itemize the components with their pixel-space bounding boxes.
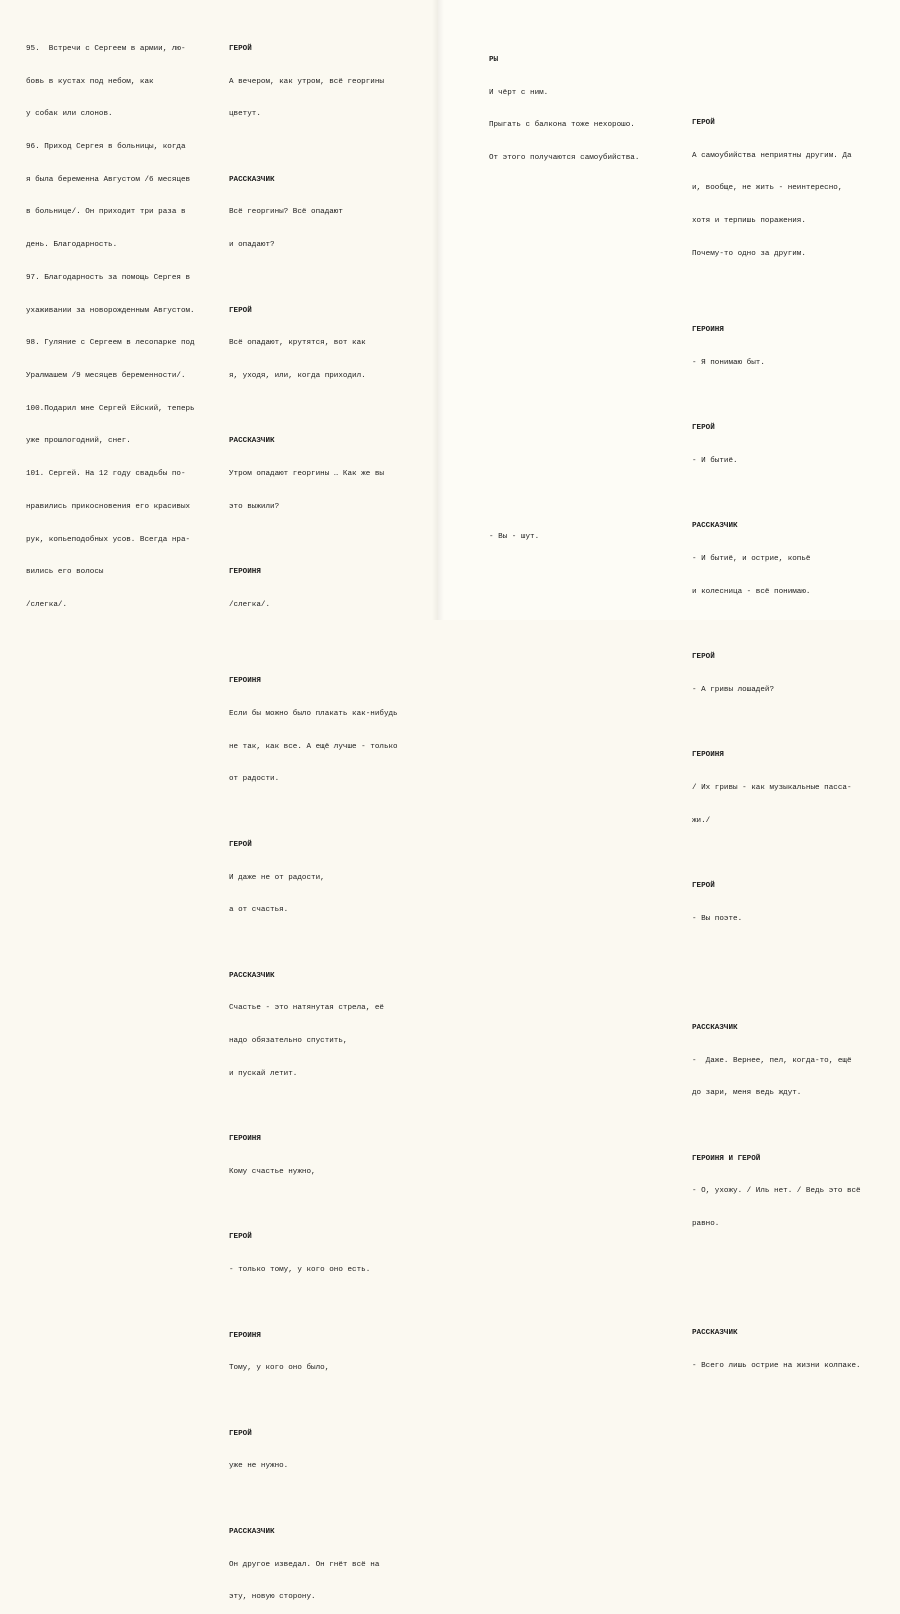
dialogue-line: и опадают? [229,241,275,250]
dialogue-line: Всё георгины? Всё опадают [229,208,343,217]
speaker-label: ГЕРОЙ [692,118,715,127]
dialogue-line: Утром опадают георгины … Как же вы [229,470,384,479]
note-line: бовь в кустах под небом, как [26,77,154,86]
dialogue-line: цветут. [229,110,261,119]
book-gutter [432,0,444,620]
dialogue-line: И даже не от радости, [229,873,325,882]
note-line: у собак или слонов. [26,110,113,119]
note-line: рук, копьеподобных усов. Всегда нра- [26,535,191,544]
speaker-label: ГЕРОИНЯ И ГЕРОЙ [692,1154,761,1163]
dialogue-line: Прыгать с балкона тоже нехорошо. [489,121,635,130]
speaker-label: ГЕРОИНЯ [229,1135,261,1144]
dialogue-line: - О, ухожу. / Иль нет. / Ведь это всё [692,1187,861,1196]
note-line: я была беременна Августом /6 месяцев [26,175,191,184]
dialogue-line: Он другое изведал. Он гнёт всё на [229,1560,380,1569]
dialogue-line: Счастье - это натянутая стрела, её [229,1004,384,1013]
dialogue-line: - Вы - шут. [489,532,540,541]
dialogue-line: Всё опадают, крутятся, вот как [229,339,366,348]
dialogue-line: А самоубийства неприятны другим. Да [692,151,852,160]
dialogue-line: жи./ [692,816,711,825]
speaker-label: РАССКАЗЧИК [229,971,275,980]
note-line: вились его волосы [26,568,104,577]
speaker-label: ГЕРОЙ [692,424,715,433]
note-line: 98. Гуляние с Сергеем в лесопарке под [26,339,195,348]
note-line: нравились прикосновения его красивых [26,502,191,511]
dialogue-line: и пускай летит. [229,1069,298,1078]
dialogue-line: это выжили? [229,502,280,511]
speaker-label: ГЕРОЙ [229,1429,252,1438]
note-line: 100.Подарил мне Сергей Ейский, теперь [26,404,195,413]
speaker-label: ГЕРОИНЯ [229,1331,261,1340]
speaker-label: ГЕРОИНЯ [229,677,261,686]
speaker-label: ГЕРОЙ [229,306,252,315]
speaker-label: РАССКАЗЧИК [692,522,738,531]
note-line: 97. Благодарность за помощь Сергея в [26,273,191,282]
dialogue-line: - Я понимаю быт. [692,358,765,367]
dialogue-line: до зари, меня ведь ждут. [692,1089,802,1098]
speaker-label: ГЕРОЙ [229,1233,252,1242]
notes-column [26,22,195,622]
note-line: уже прошлогодний, снег. [26,437,131,446]
note-line: Уралмашем /9 месяцев беременности/. [26,372,186,380]
dialogue-line: Кому счастье нужно, [229,1168,316,1177]
dialogue-line: - Даже. Вернее, пел, когда-то, ещё [692,1056,852,1065]
speaker-label: ГЕРОИНЯ [692,751,724,760]
speaker-label: ГЕРОЙ [692,653,715,662]
dialogue-line: Тому, у кого оно было, [229,1364,330,1373]
left-dialogue-column [229,22,398,1614]
right-top-column [489,33,639,175]
dialogue-line: уже не нужно. [229,1462,289,1471]
speaker-label: РАССКАЗЧИК [692,1023,738,1032]
speaker-label: РАССКАЗЧИК [692,1329,738,1338]
note-line: в больнице/. Он приходит три раза в [26,208,186,217]
dialogue-line: от радости. [229,775,280,784]
dialogue-line: От этого получаются самоубийства. [489,153,640,162]
dialogue-line: - А гривы лошадей? [692,685,775,694]
right-dialogue-column [692,96,861,1383]
dialogue-line: Если бы можно было плакать как-нибудь [229,710,398,719]
speaker-label: ГЕРОИНЯ [692,326,724,335]
dialogue-line: а от счастья. [229,906,289,915]
speaker-label: РАССКАЗЧИК [229,175,275,184]
dialogue-line: Почему-то одно за другим. [692,249,806,258]
speaker-label: ГЕРОЙ [692,882,715,891]
speaker-label: ГЕРОИНЯ [229,568,261,577]
dialogue-line: - Всего лишь острие на жизни колпаке. [692,1361,861,1370]
dialogue-line: и, вообще, не жить - неинтересно, [692,184,843,193]
dialogue-line: И чёрт с ним. [489,88,549,97]
speaker-label: ГЕРОЙ [229,840,252,849]
dialogue-line: я, уходя, или, когда приходил. [229,371,366,380]
speaker-label: ГЕРОЙ [229,44,252,53]
note-line: 95. Встречи с Сергеем в армии, лю- [26,44,186,53]
dialogue-line: надо обязательно спустить, [229,1037,348,1046]
dialogue-line: хотя и терпишь поражения. [692,216,806,225]
dialogue-line: - И бытиё. [692,456,738,465]
dialogue-line: равно. [692,1220,720,1229]
note-line: день. Благодарность. [26,241,118,250]
dialogue-line: эту, новую сторону. [229,1593,316,1602]
dialogue-line: и колесница - всё понимаю. [692,587,811,596]
speaker-label: РЫ [489,55,499,64]
note-line: /слегка/. [26,601,68,610]
note-line: 96. Приход Сергея в больницы, когда [26,142,186,151]
dialogue-line: - только тому, у кого оно есть. [229,1266,371,1275]
note-line: 101. Сергей. На 12 году свадьбы по- [26,470,186,479]
right-bottom-line [489,510,539,554]
dialogue-line: / Их гривы - как музыкальные пасса- [692,784,852,793]
dialogue-line: - Вы поэте. [692,914,743,923]
note-line: ухаживании за новорожденным Августом. [26,306,195,315]
dialogue-line: - И бытиё, и острие, копьё [692,555,811,564]
speaker-label: РАССКАЗЧИК [229,1527,275,1536]
dialogue-line: А вечером, как утром, всё георгины [229,77,384,86]
dialogue-line: не так, как все. А ещё лучше - только [229,742,398,751]
speaker-label: РАССКАЗЧИК [229,437,275,446]
dialogue-line: /слегка/. [229,600,271,609]
